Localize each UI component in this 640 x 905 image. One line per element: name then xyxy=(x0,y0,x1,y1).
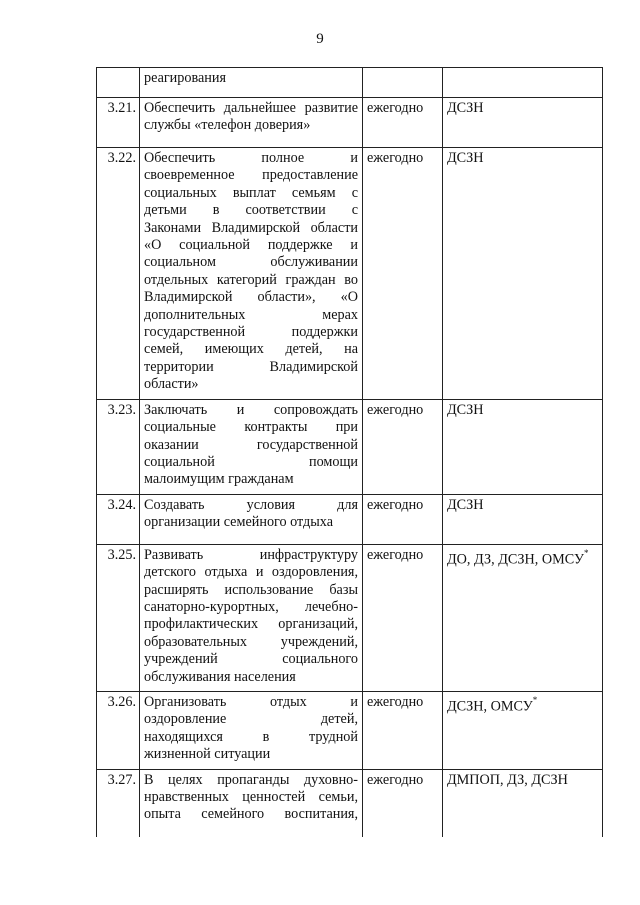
measure-text-line: отдельных категорий граждан во xyxy=(144,271,358,288)
footnote-asterisk: * xyxy=(584,547,589,558)
term: ежегодно xyxy=(363,544,443,691)
measure-text-line: находящихся в трудной xyxy=(144,728,358,745)
measure-text-cell xyxy=(140,399,363,494)
term: ежегодно xyxy=(363,691,443,769)
measure-text-line: социальном обслуживании xyxy=(144,254,358,271)
executor-cell xyxy=(443,544,603,691)
executor: ДСЗН xyxy=(447,100,484,116)
measure-text-line: Законами Владимирской области xyxy=(144,219,358,236)
measure-text-cell xyxy=(140,148,363,400)
executor-cell xyxy=(443,399,603,494)
measure-text-line: социальных выплат семьям с xyxy=(144,184,358,201)
executor-cell xyxy=(443,494,603,544)
executor: ДСЗН xyxy=(447,150,484,166)
measure-text-cell xyxy=(140,691,363,769)
item-number: 3.24. xyxy=(97,494,140,544)
executor: ДМПОП, ДЗ, ДСЗН xyxy=(447,771,568,788)
executor-cell xyxy=(443,691,603,769)
measure-text-cell xyxy=(140,68,363,98)
measure-text-line: жизненной ситуации xyxy=(144,746,271,763)
measure-text-line: своевременное предоставление xyxy=(144,167,358,184)
measure-text-line: оказании государственной xyxy=(144,436,358,453)
table-row xyxy=(97,148,603,400)
measure-text-line: малоимущим гражданам xyxy=(144,471,294,488)
measure-text-line: нравственных ценностей семьи, xyxy=(144,789,358,805)
measure-text-line: санаторно-курортных, лечебно- xyxy=(144,598,358,615)
measure-text-line: социальные контракты при xyxy=(144,419,358,436)
executor: ДСЗН, ОМСУ xyxy=(447,698,533,715)
item-number-cell xyxy=(97,68,140,98)
table-row xyxy=(97,769,603,837)
measure-text-cell xyxy=(140,494,363,544)
measure-text-line: образовательных учреждений, xyxy=(144,633,358,650)
measures-table xyxy=(96,67,603,837)
measure-text-line: расширять использование базы xyxy=(144,581,358,598)
measure-text-line: государственной поддержки xyxy=(144,324,358,341)
measure-text-line: «О социальной поддержке и xyxy=(144,237,358,254)
executor-cell xyxy=(443,68,603,98)
measure-text-line: Обеспечить дальнейшее развитие xyxy=(144,100,358,116)
executor: ДО, ДЗ, ДСЗН, ОМСУ xyxy=(447,551,585,568)
measure-text-line: Создавать условия для xyxy=(144,496,358,513)
executor: ДСЗН xyxy=(447,401,484,418)
term: ежегодно xyxy=(363,399,443,494)
table-row xyxy=(97,399,603,494)
measure-text-line: учреждений социального xyxy=(144,651,358,668)
measure-text-line: дополнительных мерах xyxy=(144,306,358,323)
term: ежегодно xyxy=(363,769,443,837)
item-number: 3.23. xyxy=(97,399,140,494)
measure-text-line: оздоровление детей, xyxy=(144,711,358,728)
term: ежегодно xyxy=(363,494,443,544)
measure-text-cell xyxy=(140,544,363,691)
measure-text-line: Владимирской области», «О xyxy=(144,289,358,306)
executor-cell xyxy=(443,148,603,400)
measure-text-line: Развивать инфраструктуру xyxy=(144,546,358,563)
table-row xyxy=(97,494,603,544)
measure-text-cell xyxy=(140,98,363,148)
item-number: 3.21. xyxy=(97,98,140,148)
measure-text-line: детьми в соответствии с xyxy=(144,202,358,219)
term: ежегодно xyxy=(363,98,443,148)
measure-text-line: семей, имеющих детей, на xyxy=(144,341,358,358)
measure-text-line: Обеспечить полное и xyxy=(144,150,358,166)
measure-text-line: профилактических организаций, xyxy=(144,616,358,633)
executor-cell xyxy=(443,769,603,837)
measure-text-line: службы «телефон доверия» xyxy=(144,117,311,134)
item-number: 3.27. xyxy=(97,769,140,837)
measure-text-line: территории Владимирской xyxy=(144,358,358,375)
measure-text-line: детского отдыха и оздоровления, xyxy=(144,564,358,581)
executor: ДСЗН xyxy=(447,496,484,513)
measure-text-line: организации семейного отдыха xyxy=(144,514,334,531)
item-number: 3.25. xyxy=(97,544,140,691)
table-row xyxy=(97,98,603,148)
table-row xyxy=(97,691,603,769)
table-row-continuation xyxy=(97,68,603,98)
measure-text-line: В целях пропаганды духовно- xyxy=(144,771,358,788)
measure-text-cell xyxy=(140,769,363,837)
measure-text-line: области» xyxy=(144,376,199,393)
table-row xyxy=(97,544,603,691)
measure-text-line: Заключать и сопровождать xyxy=(144,401,358,418)
item-number: 3.22. xyxy=(97,148,140,400)
item-number: 3.26. xyxy=(97,691,140,769)
executor-cell xyxy=(443,98,603,148)
term: ежегодно xyxy=(363,148,443,400)
measure-text-line: реагирования xyxy=(144,70,226,86)
page-number: 9 xyxy=(316,31,324,47)
measure-text-line: опыта семейного воспитания, xyxy=(144,806,358,823)
measure-text-line: социальной помощи xyxy=(144,453,358,470)
term-cell xyxy=(363,68,443,98)
footnote-asterisk: * xyxy=(532,694,538,705)
measure-text-line: обслуживания населения xyxy=(144,668,296,685)
measure-text-line: Организовать отдых и xyxy=(144,693,358,710)
